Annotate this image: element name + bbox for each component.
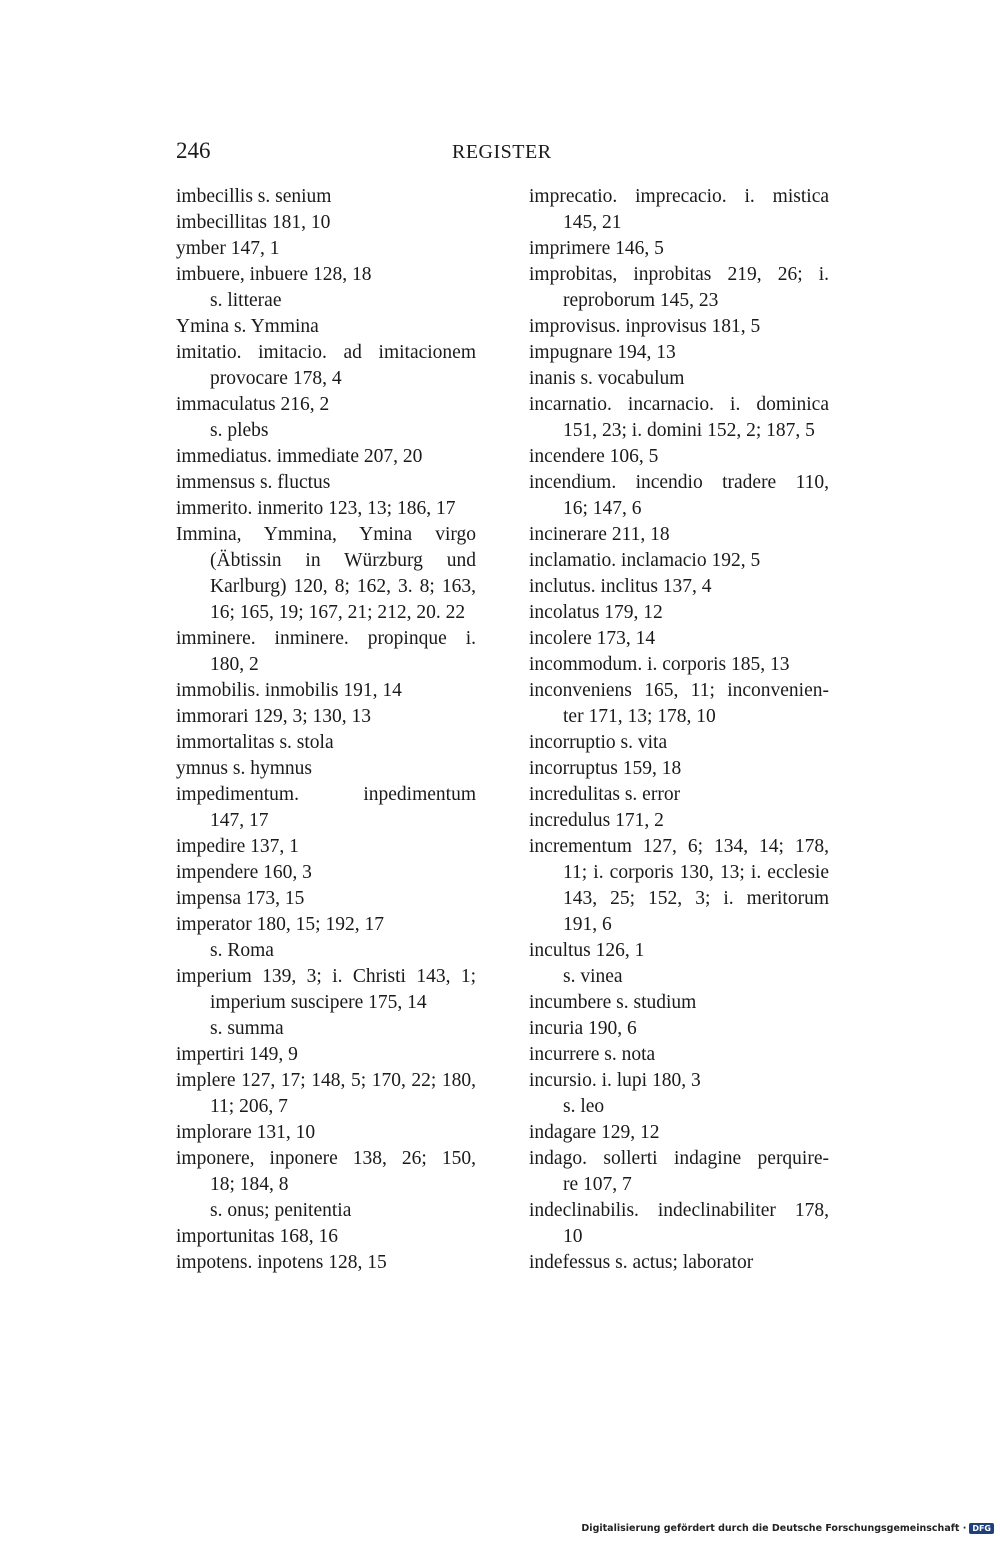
index-entry-line: impedire 137, 1 [176, 836, 299, 857]
index-entry-line: immediatus. immediate 207, 20 [176, 446, 423, 467]
index-entry-line: immerito. inmerito 123, 13; 186, 17 [176, 498, 456, 519]
index-entry-line: impensa 173, 15 [176, 888, 305, 909]
index-entry-line: s. litterae [210, 290, 282, 311]
index-entry-line: ymber 147, 1 [176, 238, 280, 259]
page-number: 246 [176, 138, 211, 163]
index-entry-line: s. vinea [563, 966, 623, 987]
index-entry-line: incredulus 171, 2 [529, 810, 664, 831]
index-entry-line: indefessus s. actus; laborator [529, 1252, 754, 1273]
index-entry-line: 143, 25; 152, 3; i. meritorum [563, 888, 829, 909]
index-entry-line: imbuere, inbuere 128, 18 [176, 264, 372, 285]
index-entry-line: impedimentum. inpedimentum [176, 784, 476, 805]
index-entry-line: importunitas 168, 16 [176, 1226, 338, 1247]
index-entry-line: s. onus; penitentia [210, 1200, 352, 1221]
index-entry-line: re 107, 7 [563, 1174, 632, 1195]
index-entry-line: ter 171, 13; 178, 10 [563, 706, 716, 727]
index-entry-line: implorare 131, 10 [176, 1122, 316, 1143]
index-entry-line: 11; i. corporis 130, 13; i. ecclesie [563, 862, 829, 883]
index-entry-line: s. plebs [210, 420, 269, 441]
index-entry-line: imbecillis s. senium [176, 186, 332, 207]
index-entry-line: incolatus 179, 12 [529, 602, 663, 623]
index-entry-line: indeclinabilis. indeclinabiliter 178, [529, 1200, 829, 1221]
index-column-left [176, 184, 476, 1276]
index-entry-line: improbitas, inprobitas 219, 26; i. [529, 264, 829, 285]
index-entry-line: incarnatio. incarnacio. i. dominica [529, 394, 829, 415]
index-entry-line: imitatio. imitacio. ad imitacionem [176, 342, 476, 363]
index-entry-line: provocare 178, 4 [210, 368, 342, 389]
index-entry-line: incorruptio s. vita [529, 732, 668, 753]
index-entry-line: (Äbtissin in Würzburg und [210, 550, 476, 571]
index-entry-line: immaculatus 216, 2 [176, 394, 330, 415]
index-entry-line: s. leo [563, 1096, 605, 1117]
index-entry-line: inconveniens 165, 11; inconvenien- [529, 680, 829, 701]
dfg-logo-icon: DFG [969, 1523, 994, 1534]
index-entry-line: 16; 165, 19; 167, 21; 212, 20. 22 [210, 602, 466, 623]
index-entry-line: imponere, inponere 138, 26; 150, [176, 1148, 476, 1169]
index-entry-line: impotens. inpotens 128, 15 [176, 1252, 387, 1273]
index-entry-line: Immina, Ymmina, Ymina virgo [176, 524, 476, 545]
index-entry-line: immensus s. fluctus [176, 472, 331, 493]
index-entry-line: incolere 173, 14 [529, 628, 656, 649]
index-entry-line: improvisus. inprovisus 181, 5 [529, 316, 761, 337]
index-entry-line: imprimere 146, 5 [529, 238, 664, 259]
index-entry-line: incumbere s. studium [529, 992, 697, 1013]
index-entry-line: inclutus. inclitus 137, 4 [529, 576, 712, 597]
footer-text: Digitalisierung gefördert durch die Deutsche Forschungsgemeinschaft · [581, 1523, 967, 1534]
funding-footer [581, 1523, 994, 1534]
index-entry-line: 16; 147, 6 [563, 498, 642, 519]
index-entry-line: indago. sollerti indagine perquire- [529, 1148, 829, 1169]
index-entry-line: imperium suscipere 175, 14 [210, 992, 427, 1013]
index-entry-line: imperator 180, 15; 192, 17 [176, 914, 384, 935]
index-entry-line: incorruptus 159, 18 [529, 758, 682, 779]
index-entry-line: 147, 17 [210, 810, 269, 831]
running-head: REGISTER [452, 141, 552, 163]
index-entry-line: Ymina s. Ymmina [176, 316, 319, 337]
index-entry-line: incendere 106, 5 [529, 446, 659, 467]
index-entry-line: s. summa [210, 1018, 284, 1039]
index-entry-line: 11; 206, 7 [210, 1096, 288, 1117]
index-entry-line: incendium. incendio tradere 110, [529, 472, 829, 493]
index-entry-line: inanis s. vocabulum [529, 368, 685, 389]
index-entry-line: 151, 23; i. domini 152, 2; 187, 5 [563, 420, 815, 441]
index-entry-line: imperium 139, 3; i. Christi 143, 1; [176, 966, 476, 987]
index-entry-line: incommodum. i. corporis 185, 13 [529, 654, 790, 675]
index-entry-line: implere 127, 17; 148, 5; 170, 22; 180, [176, 1070, 476, 1091]
index-entry-line: immortalitas s. stola [176, 732, 334, 753]
index-entry-line: imminere. inminere. propinque i. [176, 628, 476, 649]
index-entry-line: incredulitas s. error [529, 784, 681, 805]
index-entry-line: incinerare 211, 18 [529, 524, 670, 545]
index-entry-line: incursio. i. lupi 180, 3 [529, 1070, 701, 1091]
index-entry-line: imprecatio. imprecacio. i. mistica [529, 186, 829, 207]
index-entry-line: incrementum 127, 6; 134, 14; 178, [529, 836, 829, 857]
index-entry-line: imbecillitas 181, 10 [176, 212, 331, 233]
index-entry-line: Karlburg) 120, 8; 162, 3. 8; 163, [210, 576, 476, 597]
index-entry-line: indagare 129, 12 [529, 1122, 660, 1143]
index-entry-line: incuria 190, 6 [529, 1018, 637, 1039]
index-entry-line: ymnus s. hymnus [176, 758, 312, 779]
index-column-right [529, 184, 829, 1276]
index-entry-line: inclamatio. inclamacio 192, 5 [529, 550, 761, 571]
index-entry-line: immobilis. inmobilis 191, 14 [176, 680, 402, 701]
index-entry-line: impertiri 149, 9 [176, 1044, 298, 1065]
index-entry-line: incurrere s. nota [529, 1044, 656, 1065]
index-entry-line: immorari 129, 3; 130, 13 [176, 706, 371, 727]
index-entry-line: 18; 184, 8 [210, 1174, 289, 1195]
index-entry-line: impugnare 194, 13 [529, 342, 676, 363]
index-entry-line: s. Roma [210, 940, 274, 961]
index-entry-line: impendere 160, 3 [176, 862, 312, 883]
index-entry-line: 191, 6 [563, 914, 612, 935]
index-entry-line: 10 [563, 1226, 583, 1247]
index-entry-line: 145, 21 [563, 212, 622, 233]
index-entry-line: incultus 126, 1 [529, 940, 645, 961]
index-entry-line: 180, 2 [210, 654, 259, 675]
index-entry-line: reproborum 145, 23 [563, 290, 719, 311]
